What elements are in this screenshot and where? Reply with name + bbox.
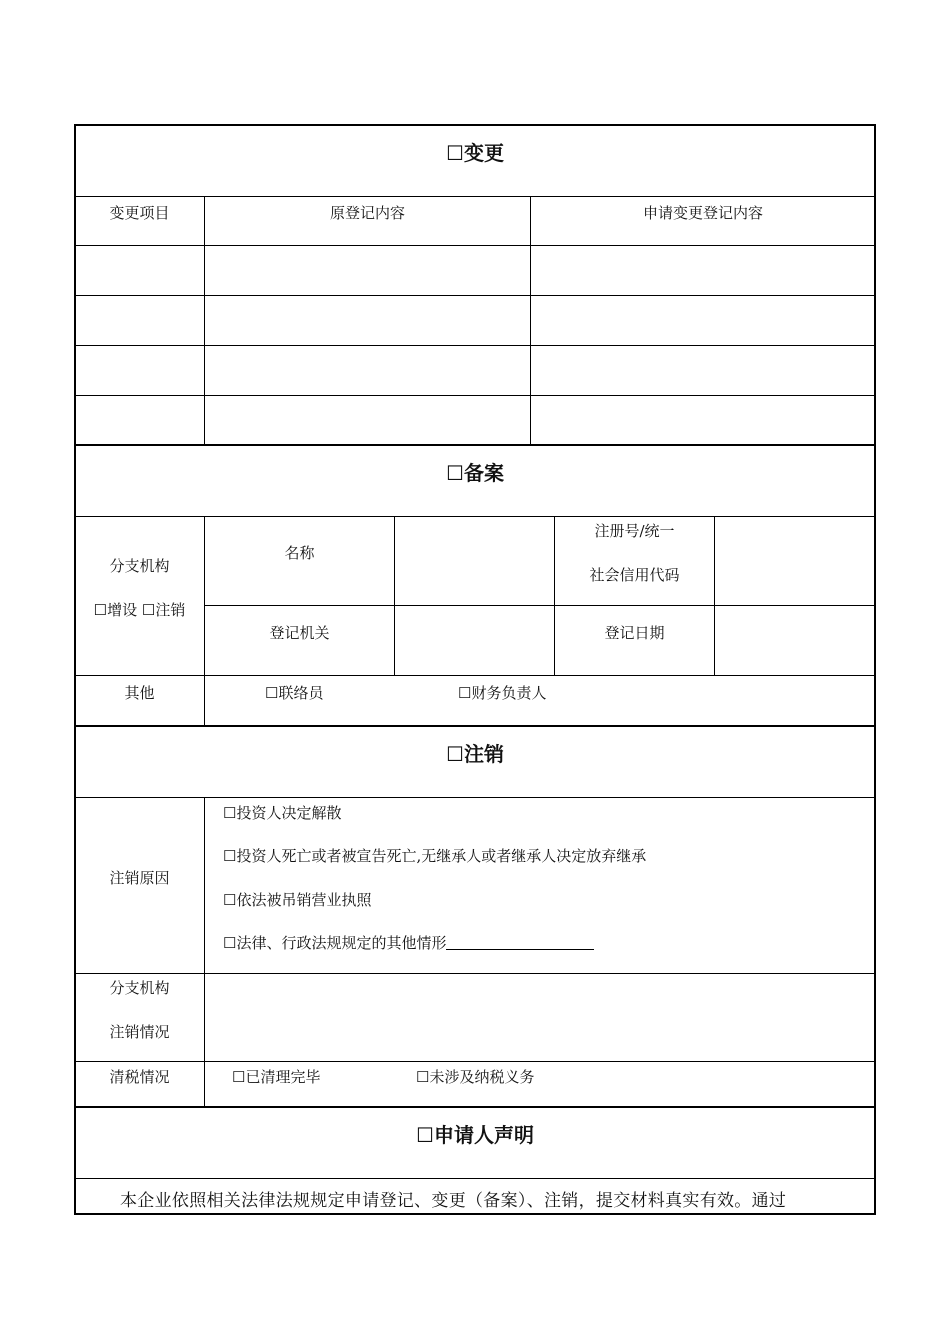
header-new-content: 申请变更登记内容	[642, 204, 763, 222]
change-cell-original[interactable]	[205, 246, 530, 294]
other-circumstance-blank[interactable]	[446, 934, 594, 950]
branch-add-cancel-checkboxes[interactable]: ☐增设 ☐注销	[93, 601, 186, 619]
reason-investor-death[interactable]: ☐投资人死亡或者被宣告死亡,无继承人或者继承人决定放弃继承	[223, 847, 647, 865]
change-section-title[interactable]: ☐变更	[446, 141, 504, 165]
no-tax-obligation-checkbox[interactable]: ☐未涉及纳税义务	[416, 1068, 535, 1086]
reg-date-label: 登记日期	[604, 624, 665, 642]
authority-label: 登记机关	[269, 624, 330, 642]
header-change-item: 变更项目	[109, 204, 170, 222]
reason-other-circumstance[interactable]	[223, 933, 594, 953]
branch-cancel-label-line1: 分支机构	[109, 979, 170, 997]
change-cell-item[interactable]	[76, 296, 204, 344]
rule	[75, 516, 875, 517]
change-cell-new[interactable]	[531, 396, 875, 443]
rule	[75, 797, 875, 798]
header-original-content: 原登记内容	[329, 204, 405, 222]
rule	[75, 1061, 875, 1062]
filing-section-title[interactable]: ☐备案	[446, 461, 504, 485]
reg-no-field[interactable]	[715, 518, 874, 604]
rule	[75, 675, 875, 676]
reason-other-label: ☐法律、行政法规规定的其他情形	[223, 934, 447, 952]
tax-cleared-checkbox[interactable]: ☐已清理完毕	[232, 1068, 321, 1086]
rule	[205, 605, 875, 606]
change-cell-item[interactable]	[76, 346, 204, 394]
branch-label: 分支机构	[109, 557, 170, 575]
change-cell-item[interactable]	[76, 396, 204, 443]
change-cell-new[interactable]	[531, 346, 875, 394]
cancel-section-title[interactable]: ☐注销	[446, 742, 504, 766]
rule	[75, 1106, 875, 1108]
reg-no-label-line1: 注册号/统一	[594, 522, 675, 540]
change-cell-original[interactable]	[205, 396, 530, 443]
tax-clearance-label: 清税情况	[109, 1068, 170, 1086]
rule	[75, 725, 875, 727]
rule	[75, 1178, 875, 1179]
cancel-reason-label: 注销原因	[109, 869, 170, 887]
name-field[interactable]	[395, 518, 554, 604]
change-cell-new[interactable]	[531, 246, 875, 294]
change-cell-new[interactable]	[531, 296, 875, 344]
rule	[204, 798, 205, 1107]
rule	[75, 196, 875, 197]
liaison-checkbox[interactable]: ☐联络员	[265, 684, 324, 702]
change-cell-original[interactable]	[205, 346, 530, 394]
branch-cancel-field[interactable]	[205, 974, 875, 1060]
reason-investor-dissolve[interactable]: ☐投资人决定解散	[223, 804, 342, 822]
name-label: 名称	[284, 544, 315, 562]
branch-cancel-label-line2: 注销情况	[109, 1023, 170, 1041]
rule	[75, 444, 875, 446]
declaration-text: 本企业依照相关法律法规规定申请登记、变更（备案）、注销，提交材料真实有效。通过	[120, 1191, 787, 1211]
reg-date-field[interactable]	[715, 607, 874, 674]
declaration-section-title[interactable]: ☐申请人声明	[416, 1123, 534, 1147]
change-cell-original[interactable]	[205, 296, 530, 344]
reg-no-label-line2: 社会信用代码	[589, 566, 680, 584]
reason-license-revoked[interactable]: ☐依法被吊销营业执照	[223, 891, 372, 909]
authority-field[interactable]	[395, 607, 554, 674]
other-label: 其他	[124, 684, 155, 702]
finance-officer-checkbox[interactable]: ☐财务负责人	[458, 684, 547, 702]
change-cell-item[interactable]	[76, 246, 204, 294]
